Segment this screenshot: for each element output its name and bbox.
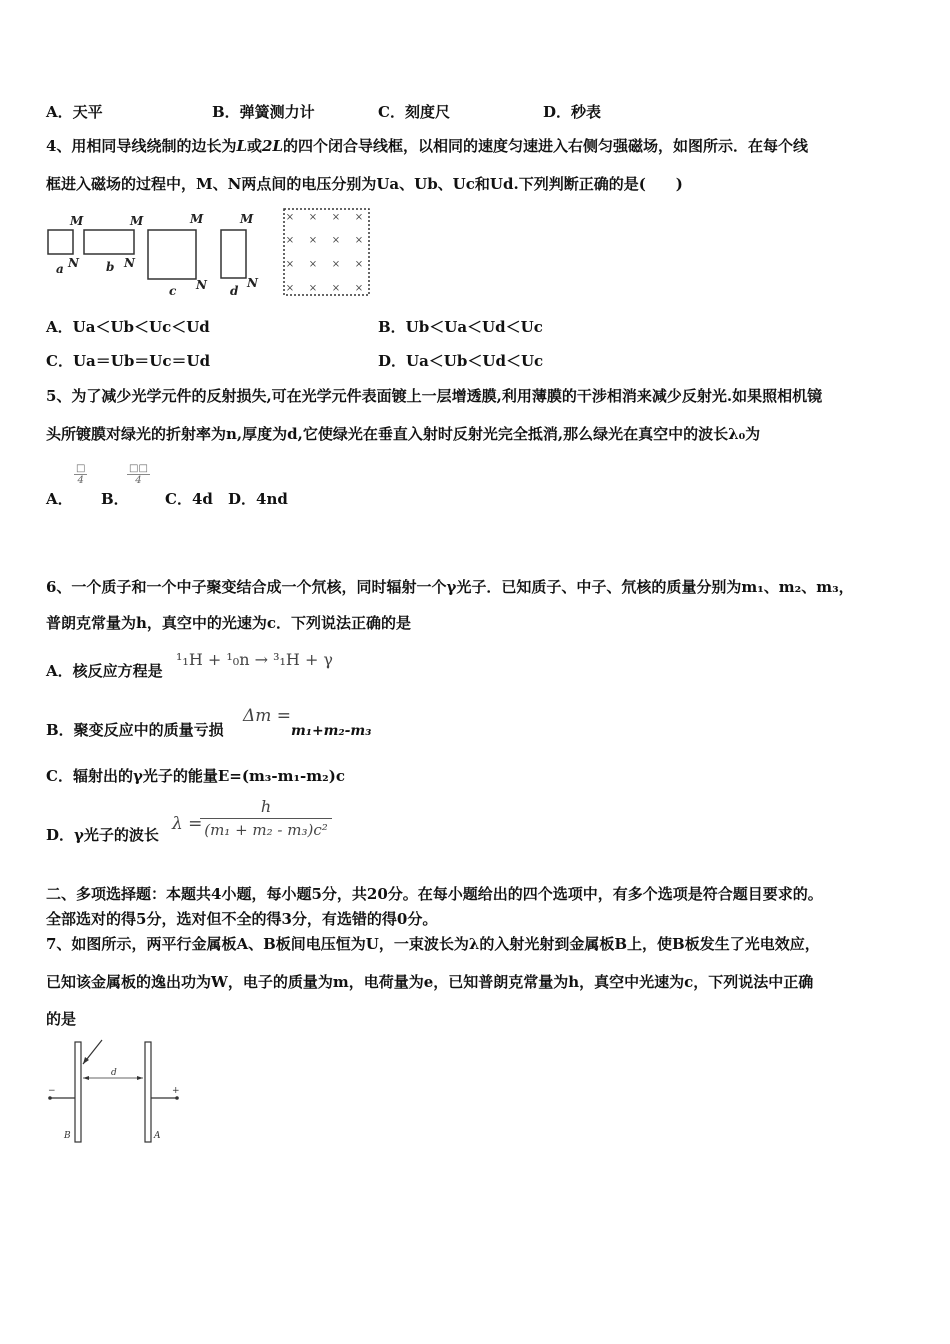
q5-option-b-fraction xyxy=(127,463,150,486)
q5-option-d: D．4nd xyxy=(228,490,288,508)
q6-option-d-numerator: h xyxy=(200,797,332,819)
q5-option-c: C．4d xyxy=(165,490,213,508)
q5-frac-a-den: 4 xyxy=(77,475,84,486)
q6-option-d-denominator: (m₁ + m₂ - m₃)c² xyxy=(204,821,328,839)
q4-label-c: c xyxy=(169,284,177,298)
q4-label-N-d: N xyxy=(247,276,258,290)
q7-terminal-right xyxy=(175,1096,179,1100)
q4-label-d: d xyxy=(230,284,239,298)
q4-figure xyxy=(44,205,379,300)
q5-frac-a-num: □ xyxy=(76,463,86,474)
q4-field-x: × xyxy=(354,235,364,246)
q4-option-b: B．Ub＜Ua＜Ud＜Uc xyxy=(378,318,543,336)
q4-stem-line1: 4、用相同导线绕制的边长为L或2L的四个闭合导线框，以相同的速度匀速进入右侧匀强磁场，如图所示．在每个线 xyxy=(46,137,809,155)
q6-option-b: B．聚变反应中的质量亏损 xyxy=(46,721,224,739)
q4-option-d: D．Ua＜Ub＜Ud＜Uc xyxy=(378,352,544,370)
q6-option-a-equation: ¹₁H + ¹₀n → ³₁H + γ xyxy=(176,650,333,669)
q4-field-x: × xyxy=(285,259,295,270)
q4-field-x: × xyxy=(331,235,341,246)
q4-field-x: × xyxy=(331,259,341,270)
q4-stem-line2: 框进入磁场的过程中，M、N两点间的电压分别为Ua、Ub、Uc和Ud.下列判断正确的是( ) xyxy=(46,175,683,193)
q4-frame-c xyxy=(148,230,196,279)
q3-option-a: A．天平 xyxy=(46,103,103,121)
section2-heading-line1: 二、多项选择题：本题共4小题，每小题5分，共20分。在每小题给出的四个选项中，有多个选项是符合题目要求的。 xyxy=(46,885,823,903)
q4-frame-a xyxy=(48,230,73,254)
q6-option-c: C．辐射出的γ光子的能量E=(m₃-m₁-m₂)c xyxy=(46,767,345,785)
q5-frac-b-num: □□ xyxy=(129,463,148,474)
q5-option-b: B． xyxy=(101,490,129,508)
q6-option-b-value: m₁+m₂-m₃ xyxy=(291,723,372,739)
q4-field-x: × xyxy=(331,283,341,294)
q5-option-a: A． xyxy=(46,490,73,508)
q4-field-x: × xyxy=(285,235,295,246)
q4-field-x: × xyxy=(354,259,364,270)
q4-label-a: a xyxy=(56,262,64,276)
q6-option-a: A．核反应方程是 xyxy=(46,662,163,680)
q7-stem-line1: 7、如图所示，两平行金属板A、B板间电压恒为U，一束波长为λ的入射光射到金属板B上，使B板发生了光电效应， xyxy=(46,935,820,953)
q7-plate-A xyxy=(145,1042,151,1142)
q4-field-x: × xyxy=(285,283,295,294)
q7-distance-arrow-left xyxy=(83,1076,89,1080)
q6-option-d-lhs: λ = xyxy=(172,814,203,834)
q6-option-b-equation: Δm = xyxy=(243,706,292,726)
q7-label-A: A xyxy=(154,1131,161,1141)
q5-frac-b-den: 4 xyxy=(135,475,142,486)
q4-label-b: b xyxy=(106,260,115,274)
q6-option-d-fraction xyxy=(200,797,332,839)
q5-option-a-fraction xyxy=(74,463,87,486)
q4-label-N-b: N xyxy=(124,256,135,270)
q4-option-c: C．Ua＝Ub＝Uc＝Ud xyxy=(46,352,211,370)
q7-label-B: B xyxy=(64,1131,71,1141)
q4-label-N-c: N xyxy=(196,278,207,292)
q5-stem-line1: 5、为了减少光学元件的反射损失,可在光学元件表面镀上一层增透膜,利用薄膜的干涉相消来减少反射光.如果照相机镜 xyxy=(46,387,823,405)
q7-terminal-left xyxy=(48,1096,52,1100)
q4-field-x: × xyxy=(285,212,295,223)
q7-plate-B xyxy=(75,1042,81,1142)
q4-field-x: × xyxy=(308,235,318,246)
q4-frame-b xyxy=(84,230,134,254)
section2-heading-line2: 全部选对的得5分，选对但不全的得3分，有选错的得0分。 xyxy=(46,910,438,928)
q4-label-M-c: M xyxy=(190,212,204,226)
q4-field-x: × xyxy=(331,212,341,223)
q6-stem-line1: 6、一个质子和一个中子聚变结合成一个氘核，同时辐射一个γ光子．已知质子、中子、氘核的质量分别为m₁、m₂、m₃， xyxy=(46,578,854,596)
q6-stem-line2: 普朗克常量为h，真空中的光速为c．下列说法正确的是 xyxy=(46,614,412,632)
q4-field-x: × xyxy=(308,259,318,270)
q7-stem-line3: 的是 xyxy=(46,1010,77,1028)
q3-option-b: B．弹簧测力计 xyxy=(212,103,315,121)
q7-label-d: d xyxy=(111,1068,117,1078)
q5-stem-line2: 头所镀膜对绿光的折射率为n,厚度为d,它使绿光在垂直入射时反射光完全抵消,那么绿光在真空中的波长λ₀为 xyxy=(46,425,761,443)
q7-stem-line2: 已知该金属板的逸出功为W，电子的质量为m，电荷量为e，已知普朗克常量为h，真空中光速为c，下列说法中正确 xyxy=(46,973,814,991)
q4-label-M-d: M xyxy=(240,212,254,226)
q7-label-plus: + xyxy=(172,1086,180,1096)
q4-option-a: A．Ua＜Ub＜Uc＜Ud xyxy=(46,318,210,336)
q4-label-M-a: M xyxy=(70,214,84,228)
q6-option-d: D．γ光子的波长 xyxy=(46,826,159,844)
q3-option-d: D．秒表 xyxy=(543,103,602,121)
q7-label-minus: − xyxy=(48,1086,56,1096)
q4-field-x: × xyxy=(308,283,318,294)
q4-frame-d xyxy=(221,230,246,278)
q4-label-M-b: M xyxy=(130,214,144,228)
q7-figure xyxy=(44,1038,189,1146)
q3-option-c: C．刻度尺 xyxy=(378,103,450,121)
q4-field-x: × xyxy=(354,212,364,223)
q4-field-x: × xyxy=(354,283,364,294)
q7-distance-arrow-right xyxy=(137,1076,143,1080)
q4-label-N-a: N xyxy=(68,256,79,270)
q4-field-x: × xyxy=(308,212,318,223)
